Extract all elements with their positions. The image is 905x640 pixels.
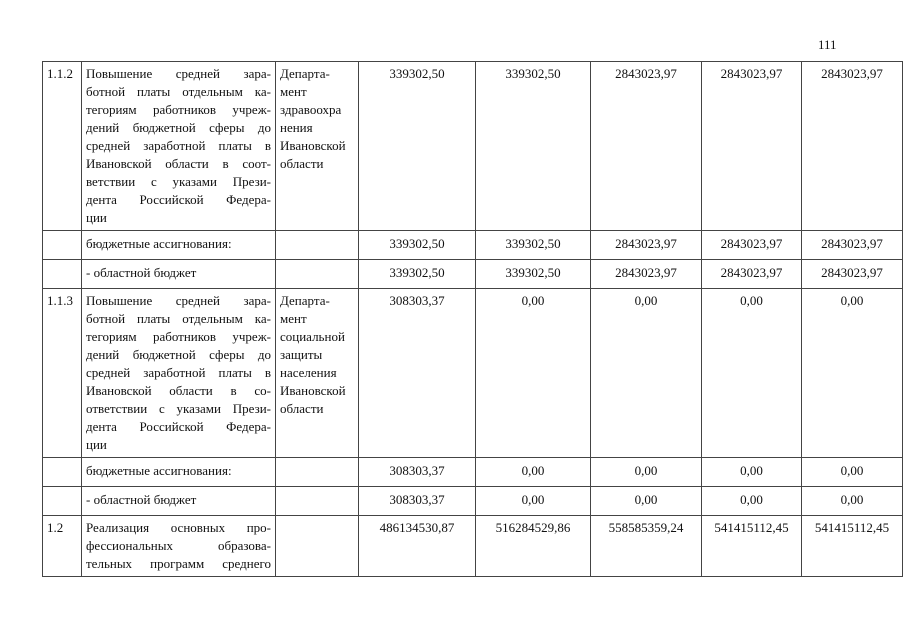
name-line: тегориям работников учреж- — [86, 102, 271, 117]
name-line: средней заработной платы в — [86, 138, 271, 153]
value-cell: 0,00 — [702, 289, 802, 458]
value-cell: 2843023,97 — [591, 62, 702, 231]
value-cell: 541415112,45 — [702, 516, 802, 577]
value-cell: 0,00 — [802, 487, 903, 516]
value-cell: 0,00 — [476, 289, 591, 458]
value-cell: 339302,50 — [359, 260, 476, 289]
row-name — [82, 516, 276, 577]
row-name: бюджетные ассигнования: — [82, 458, 276, 487]
row-number: 1.2 — [43, 516, 82, 577]
table-row — [43, 260, 903, 289]
row-name: - областной бюджет — [82, 260, 276, 289]
table-row — [43, 231, 903, 260]
dept-line: мент — [280, 84, 307, 99]
value-cell: 0,00 — [802, 289, 903, 458]
name-line: ответствии с указами Прези- — [86, 401, 271, 416]
value-cell: 0,00 — [591, 289, 702, 458]
row-department — [276, 260, 359, 289]
value-cell: 339302,50 — [476, 231, 591, 260]
value-cell: 308303,37 — [359, 289, 476, 458]
row-department — [276, 487, 359, 516]
row-number — [43, 458, 82, 487]
name-line: дений бюджетной сферы до — [86, 347, 271, 362]
row-number — [43, 231, 82, 260]
row-name — [82, 289, 276, 458]
row-name — [82, 62, 276, 231]
name-line: тельных программ среднего — [86, 556, 271, 571]
value-cell: 339302,50 — [476, 260, 591, 289]
value-cell: 308303,37 — [359, 458, 476, 487]
budget-table — [42, 61, 903, 577]
row-department — [276, 516, 359, 577]
value-cell: 486134530,87 — [359, 516, 476, 577]
dept-line: Ивановской — [280, 138, 346, 153]
name-line: ботной платы отдельным ка- — [86, 84, 271, 99]
row-number — [43, 260, 82, 289]
dept-line: Департа- — [280, 293, 330, 308]
name-line: ции — [86, 210, 107, 225]
value-cell: 0,00 — [591, 458, 702, 487]
name-line: фессиональных образова- — [86, 538, 271, 553]
name-line: Ивановской области в со- — [86, 383, 271, 398]
value-cell: 339302,50 — [476, 62, 591, 231]
value-cell: 0,00 — [476, 487, 591, 516]
dept-line: населения — [280, 365, 337, 380]
name-line: Ивановской области в соот- — [86, 156, 271, 171]
dept-line: защиты — [280, 347, 323, 362]
row-number: 1.1.3 — [43, 289, 82, 458]
value-cell: 2843023,97 — [802, 260, 903, 289]
table-row — [43, 458, 903, 487]
value-cell: 0,00 — [702, 458, 802, 487]
table-row — [43, 289, 903, 458]
dept-line: области — [280, 156, 324, 171]
table-row — [43, 487, 903, 516]
value-cell: 0,00 — [591, 487, 702, 516]
row-name: - областной бюджет — [82, 487, 276, 516]
value-cell: 2843023,97 — [702, 260, 802, 289]
dept-line: социальной — [280, 329, 345, 344]
table-row — [43, 516, 903, 577]
dept-line: нения — [280, 120, 313, 135]
value-cell: 2843023,97 — [702, 231, 802, 260]
value-cell: 541415112,45 — [802, 516, 903, 577]
value-cell: 308303,37 — [359, 487, 476, 516]
page-number: 111 — [818, 37, 837, 52]
name-line: дента Российской Федера- — [86, 192, 271, 207]
dept-line: Ивановской — [280, 383, 346, 398]
value-cell: 339302,50 — [359, 231, 476, 260]
dept-line: области — [280, 401, 324, 416]
dept-line: мент — [280, 311, 307, 326]
row-department — [276, 62, 359, 231]
value-cell: 2843023,97 — [591, 231, 702, 260]
value-cell: 2843023,97 — [802, 231, 903, 260]
dept-line: Департа- — [280, 66, 330, 81]
value-cell: 516284529,86 — [476, 516, 591, 577]
value-cell: 558585359,24 — [591, 516, 702, 577]
name-line: тегориям работников учреж- — [86, 329, 271, 344]
name-line: ботной платы отдельным ка- — [86, 311, 271, 326]
name-line: Повышение средней зара- — [86, 66, 271, 81]
value-cell: 2843023,97 — [591, 260, 702, 289]
row-number — [43, 487, 82, 516]
name-line: дений бюджетной сферы до — [86, 120, 271, 135]
name-line: Повышение средней зара- — [86, 293, 271, 308]
value-cell: 2843023,97 — [802, 62, 903, 231]
row-department — [276, 289, 359, 458]
value-cell: 2843023,97 — [702, 62, 802, 231]
value-cell: 0,00 — [702, 487, 802, 516]
name-line: ции — [86, 437, 107, 452]
name-line: ветствии с указами Прези- — [86, 174, 271, 189]
value-cell: 0,00 — [476, 458, 591, 487]
row-name: бюджетные ассигнования: — [82, 231, 276, 260]
name-line: Реализация основных про- — [86, 520, 271, 535]
row-department — [276, 458, 359, 487]
name-line: дента Российской Федера- — [86, 419, 271, 434]
value-cell: 0,00 — [802, 458, 903, 487]
value-cell: 339302,50 — [359, 62, 476, 231]
table-row — [43, 62, 903, 231]
dept-line: здравоохра — [280, 102, 342, 117]
name-line: средней заработной платы в — [86, 365, 271, 380]
row-department — [276, 231, 359, 260]
row-number: 1.1.2 — [43, 62, 82, 231]
